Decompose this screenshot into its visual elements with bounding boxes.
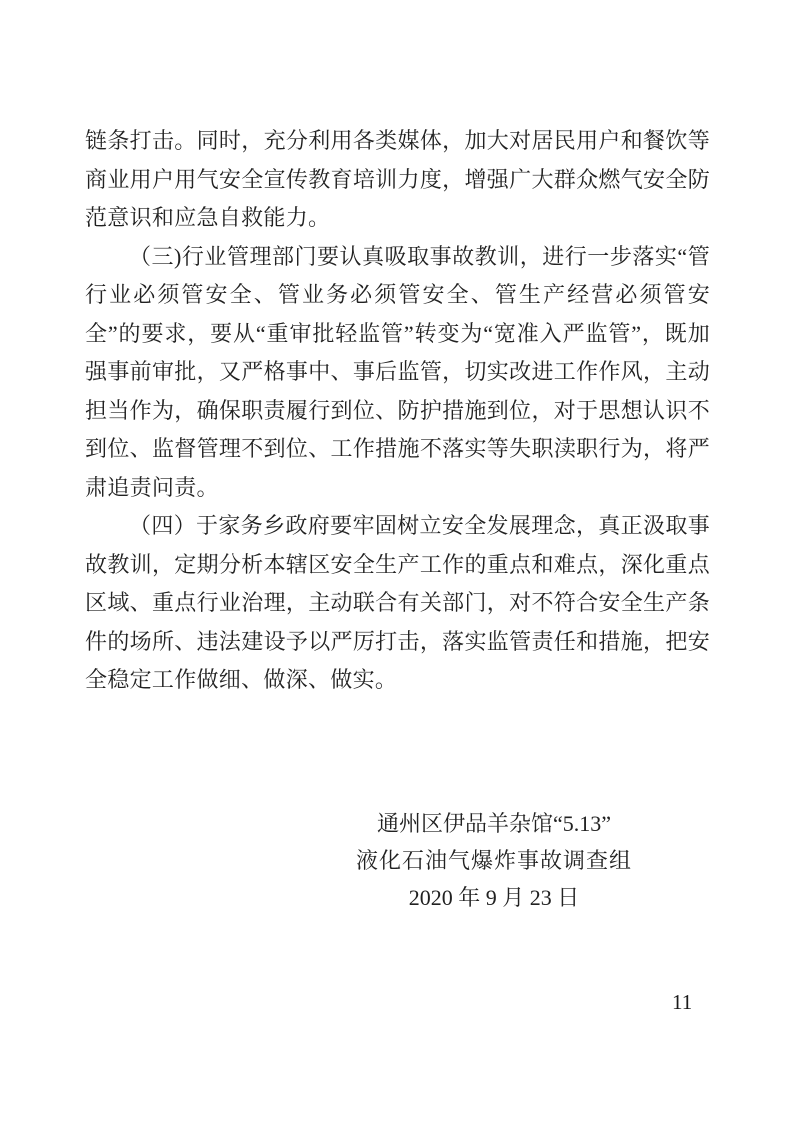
document-body (85, 122, 710, 700)
signature-org-line-2: 液化石油气爆炸事故调查组 (355, 848, 632, 873)
paragraph-continuation: 链条打击。同时，充分利用各类媒体，加大对居民用户和餐饮等商业用户用气安全宣传教育培训力度，增强广大群众燃气安全防范意识和应急自救能力。 (85, 128, 710, 230)
signature-org-line-1: 通州区伊品羊杂馆“5.13” (376, 811, 612, 836)
signature-block (348, 805, 640, 916)
paragraph-item-four: （四）于家务乡政府要牢固树立安全发展理念，真正汲取事故教训，定期分析本辖区安全生产工作的重点和难点，深化重点区域、重点行业治理，主动联合有关部门，对不符合安全生产条件的场所、违法建设予以严厉打击，落实监管责任和措施，把安全稳定工作做细、做深、做实。 (85, 513, 710, 692)
paragraph-item-three: （三)行业管理部门要认真吸取事故教训，进行一步落实“管行业必须管安全、管业务必须管安全、管生产经营必须管安全”的要求，要从“重审批轻监管”转变为“宽准入严监管”，既加强事前审批，又严格事中、事后监管，切实改进工作作风，主动担当作为，确保职责履行到位、防护措施到位，对于思想认识不到位、监督管理不到位、工作措施不落实等失职渎职行为，将严肃追责问责。 (85, 243, 710, 500)
page-number: 11 (672, 990, 693, 1014)
signature-date: 2020 年 9 月 23 日 (408, 885, 580, 910)
